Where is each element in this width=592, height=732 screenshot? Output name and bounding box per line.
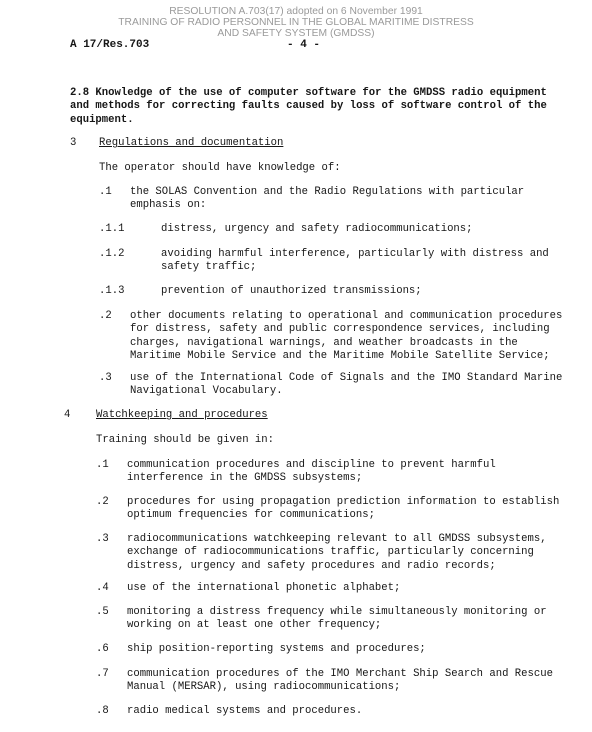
paragraph-2-8 [70, 87, 547, 127]
item-line: for distress, safety and public correspondence services, including [130, 323, 550, 336]
item-line: safety traffic; [161, 261, 257, 274]
section-intro: The operator should have knowledge of: [99, 162, 341, 174]
list-item [161, 248, 549, 275]
item-number: .2 [96, 496, 109, 508]
item-line: Manual (MERSAR), using radiocommunications; [127, 681, 401, 694]
list-item [127, 668, 553, 695]
item-line: Maritime Mobile Service and the Maritime Mobile Satellite Service; [130, 350, 550, 363]
list-item [127, 459, 496, 486]
item-line: other documents relating to operational and communication procedures [130, 310, 563, 322]
list-item [127, 705, 362, 718]
watermark-line: TRAINING OF RADIO PERSONNEL IN THE GLOBAL MARITIME DISTRESS [118, 17, 474, 28]
watermark-line: RESOLUTION A.703(17) adopted on 6 November 1991 [169, 6, 423, 17]
item-line: charges, navigational warnings, and weather broadcasts in the [130, 336, 518, 349]
item-line: emphasis on: [130, 199, 207, 212]
section-number: 3 [70, 137, 77, 149]
item-line: working on at least one other frequency; [127, 619, 382, 632]
item-line: exchange of radiocommunications traffic, particularly concerning [127, 546, 534, 559]
paragraph-line: and methods for correcting faults caused by loss of software control of the [70, 100, 547, 113]
list-item [161, 285, 422, 298]
item-number: .1 [99, 186, 112, 198]
item-line: Navigational Vocabulary. [130, 385, 283, 398]
item-line: radio medical systems and procedures. [127, 705, 363, 717]
item-line: prevention of unauthorized transmissions; [161, 285, 422, 297]
item-line: use of the International Code of Signals and the IMO Standard Marine [130, 372, 563, 384]
item-number: .3 [96, 533, 109, 545]
page-number: - 4 - [287, 39, 321, 51]
list-item [161, 223, 473, 236]
list-item [127, 582, 400, 595]
document-reference: A 17/Res.703 [70, 39, 150, 51]
list-item [130, 310, 562, 364]
section-number: 4 [64, 409, 71, 421]
item-line: distress, urgency and safety radiocommunications; [161, 223, 473, 235]
item-line: optimum frequencies for communications; [127, 509, 375, 522]
item-line: communication procedures and discipline to prevent harmful [127, 459, 496, 471]
item-number: .7 [96, 668, 109, 680]
item-number: .4 [96, 582, 109, 594]
item-line: avoiding harmful interference, particularly with distress and [161, 248, 549, 260]
item-line: the SOLAS Convention and the Radio Regulations with particular [130, 186, 525, 198]
item-number: .5 [96, 606, 109, 618]
item-line: use of the international phonetic alphabet; [127, 582, 401, 594]
item-line: distress, urgency and safety procedures and radio records; [127, 559, 496, 572]
item-line: ship position-reporting systems and procedures; [127, 643, 426, 655]
list-item [127, 533, 547, 573]
item-number: .1.2 [99, 248, 125, 260]
item-number: .6 [96, 643, 109, 655]
item-number: .8 [96, 705, 109, 717]
item-number: .1 [96, 459, 109, 471]
paragraph-line: equipment. [70, 113, 134, 126]
list-item [130, 372, 562, 399]
list-item [127, 606, 547, 633]
section-heading: Watchkeeping and procedures [96, 409, 268, 421]
item-number: .3 [99, 372, 112, 384]
paragraph-line: 2.8 Knowledge of the use of computer software for the GMDSS radio equipment [70, 87, 547, 99]
item-line: radiocommunications watchkeeping relevant to all GMDSS subsystems, [127, 533, 547, 545]
watermark-line: AND SAFETY SYSTEM (GMDSS) [217, 28, 375, 39]
item-line: procedures for using propagation prediction information to establish [127, 496, 560, 508]
section-intro: Training should be given in: [96, 434, 275, 446]
list-item [130, 186, 524, 213]
item-line: communication procedures of the IMO Merchant Ship Search and Rescue [127, 668, 553, 680]
item-line: interference in the GMDSS subsystems; [127, 472, 363, 485]
resolution-watermark [0, 6, 592, 39]
item-number: .1.1 [99, 223, 125, 235]
list-item [127, 496, 559, 523]
item-number: .2 [99, 310, 112, 322]
item-line: monitoring a distress frequency while simultaneously monitoring or [127, 606, 547, 618]
list-item [127, 643, 426, 656]
item-number: .1.3 [99, 285, 125, 297]
section-heading: Regulations and documentation [99, 137, 284, 149]
